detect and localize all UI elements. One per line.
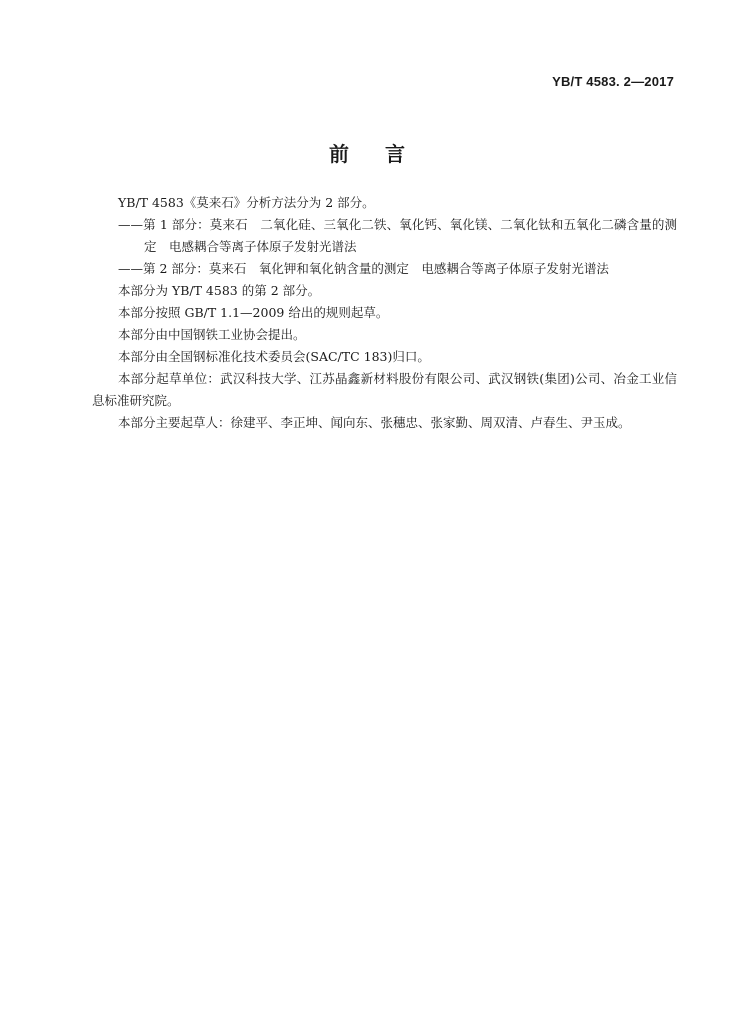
drafting-units-paragraph: 本部分起草单位：武汉科技大学、江苏晶鑫新材料股份有限公司、武汉钢铁(集团)公司、冶金工业信息标准研究院。 — [92, 371, 677, 408]
this-part-paragraph: 本部分为 YB/T 4583 的第 2 部分。 — [118, 283, 321, 298]
proposed-by-paragraph: 本部分由中国钢铁工业协会提出。 — [118, 327, 306, 342]
page-title: 前言 — [329, 142, 441, 166]
intro-paragraph: YB/T 4583《莫来石》分析方法分为 2 部分。 — [118, 195, 375, 210]
drafting-rules-paragraph: 本部分按照 GB/T 1.1—2009 给出的规则起草。 — [118, 305, 389, 320]
centralized-by-paragraph: 本部分由全国钢标准化技术委员会(SAC/TC 183)归口。 — [118, 349, 430, 364]
list-item-part-2: ——第 2 部分：莫来石 氧化钾和氧化钠含量的测定 电感耦合等离子体原子发射光谱法 — [118, 261, 609, 276]
document-number: YB/T 4583. 2—2017 — [552, 74, 674, 89]
drafters-paragraph: 本部分主要起草人：徐建平、李正坤、闻向东、张穗忠、张家勤、周双清、卢春生、尹玉成。 — [118, 415, 631, 430]
foreword-body — [92, 192, 677, 434]
list-item-part-1: ——第 1 部分：莫来石 二氧化硅、三氧化二铁、氧化钙、氧化镁、二氧化钛和五氧化二磷含量的测定 电感耦合等离子体原子发射光谱法 — [118, 217, 677, 254]
